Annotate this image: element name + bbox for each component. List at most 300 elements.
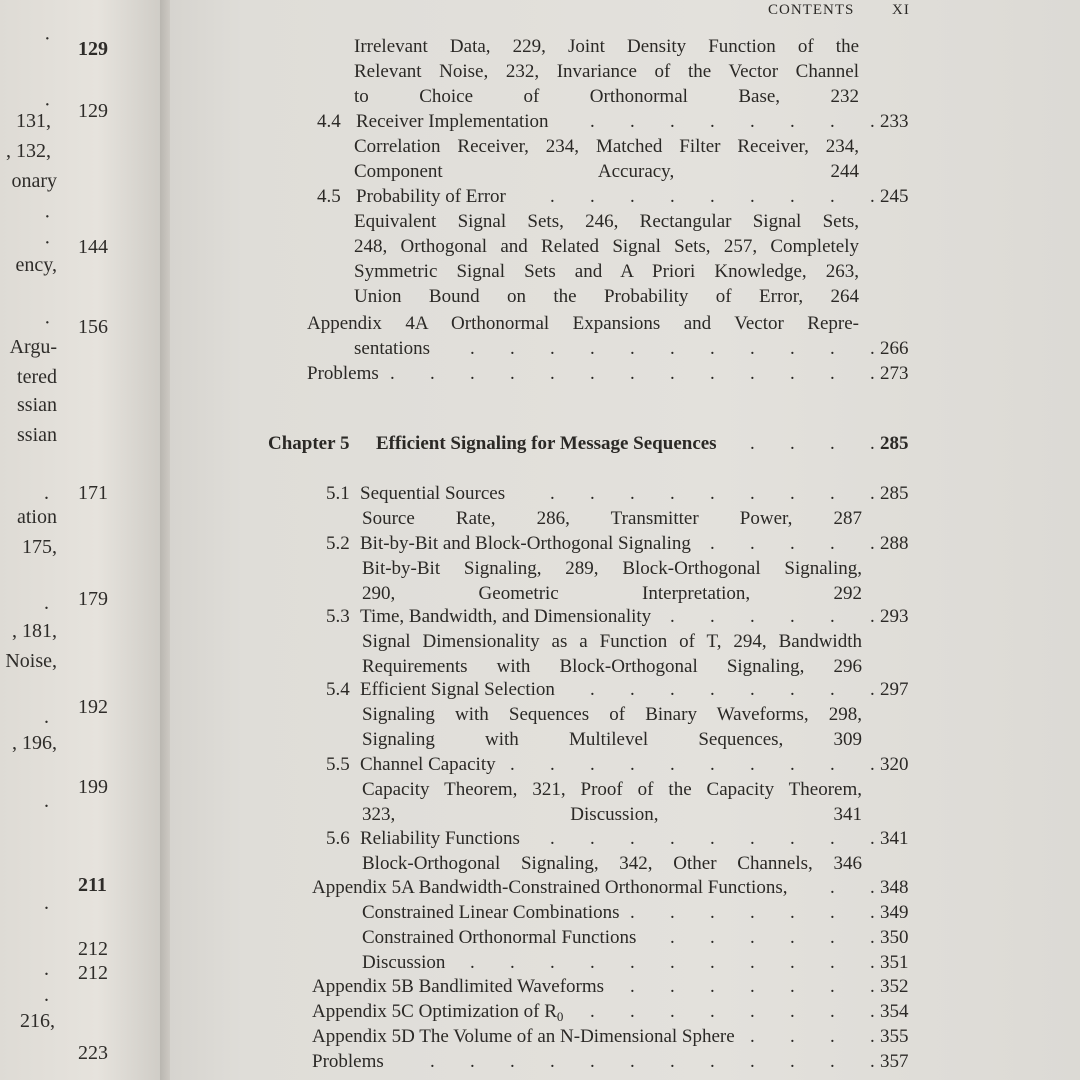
leader-dot: . [870, 363, 875, 384]
section-number: 5.2 [326, 533, 350, 554]
running-head: CONTENTS [768, 2, 855, 18]
leader-dot: . [630, 186, 635, 207]
toc-entry [170, 606, 1080, 630]
entry-title: 323, Discussion, 341 [362, 804, 862, 825]
entry-title: Requirements with Block-Orthogonal Signaling, 296 [362, 656, 862, 677]
leader-dot: . [750, 927, 755, 948]
leader-dots [170, 338, 1080, 362]
entry-title: Appendix 4A Orthonormal Expansions and Vector Repre- [307, 313, 859, 334]
left-fragment: ssian [17, 394, 57, 416]
leader-dot: . [790, 952, 795, 973]
leader-dot: . [630, 952, 635, 973]
leader-dot: . [750, 1051, 755, 1072]
leader-dot: . [790, 186, 795, 207]
toc-entry [170, 902, 1080, 926]
toc-entry [170, 976, 1080, 1000]
entry-title: Reliability Functions [360, 828, 520, 849]
leader-dot: . [670, 483, 675, 504]
entry-title: Appendix 5D The Volume of an N-Dimensional Sphere [312, 1026, 735, 1047]
leader-dot: . [550, 1051, 555, 1072]
leader-dot: . [44, 482, 49, 504]
page-ref: 233 [880, 111, 909, 132]
toc-subentry-line [170, 261, 1080, 285]
leader-dot: . [630, 483, 635, 504]
toc-subentry-line [170, 729, 1080, 753]
leader-dot: . [870, 111, 875, 132]
left-page-number: 199 [78, 776, 108, 798]
leader-dot: . [870, 976, 875, 997]
leader-dot: . [830, 433, 835, 454]
left-fragment: onary [11, 170, 57, 192]
toc-entry [170, 1051, 1080, 1075]
leader-dot: . [830, 927, 835, 948]
page-ref: 288 [880, 533, 909, 554]
section-number: 4.4 [317, 111, 341, 132]
left-page-number: 211 [78, 874, 107, 896]
toc-subentry-line [170, 136, 1080, 160]
leader-dot: . [870, 902, 875, 923]
leader-dot: . [710, 363, 715, 384]
leader-dot: . [590, 363, 595, 384]
leader-dot: . [790, 363, 795, 384]
left-page-number: 223 [78, 1042, 108, 1064]
leader-dots [170, 433, 1080, 457]
leader-dot: . [750, 483, 755, 504]
leader-dot: . [670, 363, 675, 384]
leader-dot: · [44, 28, 51, 50]
leader-dot: . [670, 952, 675, 973]
left-fragment: 175, [22, 536, 57, 558]
leader-dot: . [470, 952, 475, 973]
leader-dot: . [44, 984, 49, 1006]
left-page-number: 212 [78, 938, 108, 960]
leader-dots [170, 1051, 1080, 1075]
leader-dot: . [710, 976, 715, 997]
page-ref: 320 [880, 754, 909, 775]
entry-title: Component Accuracy, 244 [354, 161, 859, 182]
leader-dot: . [670, 338, 675, 359]
left-fragment: tered [17, 366, 57, 388]
entry-title: Capacity Theorem, 321, Proof of the Capacity Theorem, [362, 779, 862, 800]
toc-subentry-line [170, 286, 1080, 310]
leader-dot: . [670, 754, 675, 775]
toc-entry [170, 1026, 1080, 1050]
leader-dot: . [750, 754, 755, 775]
leader-dot: . [710, 111, 715, 132]
leader-dot: · [44, 232, 51, 254]
left-fragment: 131, [16, 110, 51, 132]
leader-dot: . [550, 754, 555, 775]
leader-dots [170, 679, 1080, 703]
left-fragment: 216, [20, 1010, 55, 1032]
leader-dot: . [550, 363, 555, 384]
leader-dot: . [710, 902, 715, 923]
left-fragment: Argu- [9, 336, 57, 358]
leader-dots [170, 828, 1080, 852]
page-ref: 349 [880, 902, 909, 923]
section-number: 5.6 [326, 828, 350, 849]
leader-dot: . [830, 1051, 835, 1072]
leader-dot: · [44, 312, 51, 334]
left-fragment: Noise, [5, 650, 57, 672]
entry-title: Signaling with Sequences of Binary Waveforms, 298, [362, 704, 862, 725]
left-page-number: 129 [78, 38, 108, 60]
chapter-label: Chapter 5 [268, 433, 350, 454]
leader-dot: . [550, 186, 555, 207]
toc-subentry-line [170, 583, 1080, 607]
leader-dot: . [630, 338, 635, 359]
toc-subentry-line [170, 656, 1080, 680]
leader-dot: . [590, 828, 595, 849]
leader-dot: . [790, 1001, 795, 1022]
section-number: 5.4 [326, 679, 350, 700]
leader-dot: . [430, 1051, 435, 1072]
leader-dots [170, 1001, 1080, 1025]
left-page-number: 156 [78, 316, 108, 338]
page-ref: 354 [880, 1001, 909, 1022]
toc-entry [170, 338, 1080, 362]
entry-title: 290, Geometric Interpretation, 292 [362, 583, 862, 604]
leader-dot: . [830, 533, 835, 554]
leader-dot: . [590, 1001, 595, 1022]
leader-dots [170, 754, 1080, 778]
leader-dot: . [510, 952, 515, 973]
toc-subentry-line [170, 86, 1080, 110]
page-ref: 351 [880, 952, 909, 973]
leader-dots [170, 111, 1080, 135]
page-ref: 285 [880, 433, 909, 454]
leader-dot: . [870, 679, 875, 700]
entry-title: Appendix 5B Bandlimited Waveforms [312, 976, 605, 997]
leader-dot: . [550, 828, 555, 849]
page-ref: 341 [880, 828, 909, 849]
leader-dot: . [670, 902, 675, 923]
leader-dot: . [870, 338, 875, 359]
leader-dot: . [670, 186, 675, 207]
toc-subentry-line [170, 313, 1080, 337]
leader-dot: . [630, 111, 635, 132]
page-ref: 348 [880, 877, 909, 898]
leader-dot: . [870, 606, 875, 627]
section-number: 5.5 [326, 754, 350, 775]
left-fragment: ssian [17, 424, 57, 446]
leader-dot: . [830, 483, 835, 504]
entry-title: Bit-by-Bit and Block-Orthogonal Signaling [360, 533, 691, 554]
page-ref: 357 [880, 1051, 909, 1072]
left-page-number: 144 [78, 236, 108, 258]
leader-dots [170, 976, 1080, 1000]
leader-dot: . [750, 828, 755, 849]
leader-dot: . [670, 927, 675, 948]
leader-dot: . [870, 952, 875, 973]
leader-dots [170, 606, 1080, 630]
leader-dot: . [750, 533, 755, 554]
page-ref: 273 [880, 363, 909, 384]
leader-dot: . [630, 363, 635, 384]
page-ref: 297 [880, 679, 909, 700]
entry-title: Channel Capacity [360, 754, 496, 775]
leader-dot: . [670, 976, 675, 997]
leader-dot: . [630, 1051, 635, 1072]
leader-dot: . [670, 1051, 675, 1072]
entry-title: Appendix 5A Bandwidth-Constrained Orthonormal Functions, [312, 877, 788, 898]
leader-dot: . [430, 363, 435, 384]
section-number: 4.5 [317, 186, 341, 207]
entry-title: Symmetric Signal Sets and A Priori Knowledge, 263, [354, 261, 859, 282]
toc-subentry-line [170, 211, 1080, 235]
leader-dot: . [670, 1001, 675, 1022]
leader-dot: . [590, 186, 595, 207]
page-ref: 266 [880, 338, 909, 359]
leader-dot: . [870, 877, 875, 898]
leader-dot: . [44, 958, 49, 980]
toc-entry [170, 1001, 1080, 1025]
leader-dot: · [44, 206, 51, 228]
toc-subentry-line [170, 558, 1080, 582]
leader-dot: . [750, 606, 755, 627]
leader-dot: . [630, 754, 635, 775]
leader-dots [170, 1026, 1080, 1050]
leader-dot: . [790, 1051, 795, 1072]
leader-dot: . [790, 927, 795, 948]
leader-dot: . [830, 952, 835, 973]
leader-dot: . [670, 679, 675, 700]
leader-dot: . [790, 1026, 795, 1047]
toc-entry [170, 186, 1080, 210]
section-number: 5.1 [326, 483, 350, 504]
leader-dot: . [830, 1001, 835, 1022]
entry-title: Time, Bandwidth, and Dimensionality [360, 606, 652, 627]
leader-dot: . [870, 1051, 875, 1072]
leader-dot: . [830, 1026, 835, 1047]
toc-subentry-line [170, 853, 1080, 877]
leader-dot: . [790, 606, 795, 627]
section-number: 5.3 [326, 606, 350, 627]
leader-dot: . [870, 754, 875, 775]
leader-dots [170, 927, 1080, 951]
leader-dot: . [590, 754, 595, 775]
toc-subentry-line [170, 36, 1080, 60]
leader-dot: . [830, 877, 835, 898]
left-page-number: 179 [78, 588, 108, 610]
leader-dot: . [790, 483, 795, 504]
leader-dot: . [710, 1051, 715, 1072]
page-ref: 352 [880, 976, 909, 997]
leader-dot: . [550, 483, 555, 504]
leader-dot: . [710, 828, 715, 849]
left-page [0, 0, 163, 1080]
leader-dot: . [630, 1001, 635, 1022]
entry-title: Discussion [362, 952, 446, 973]
toc-entry [170, 877, 1080, 901]
entry-title: Constrained Linear Combinations [362, 902, 620, 923]
entry-title: Correlation Receiver, 234, Matched Filter Receiver, 234, [354, 136, 859, 157]
leader-dot: . [870, 927, 875, 948]
left-fragment: , 132, [6, 140, 51, 162]
leader-dots [170, 483, 1080, 507]
entry-title: to Choice of Orthonormal Base, 232 [354, 86, 859, 107]
leader-dot: . [750, 976, 755, 997]
leader-dot: . [830, 338, 835, 359]
leader-dot: . [750, 902, 755, 923]
leader-dot: . [710, 606, 715, 627]
leader-dot: . [830, 186, 835, 207]
entry-title: Irrelevant Data, 229, Joint Density Function of the [354, 36, 859, 57]
leader-dot: . [670, 111, 675, 132]
page-ref: 245 [880, 186, 909, 207]
entry-title: Constrained Orthonormal Functions [362, 927, 637, 948]
toc-subentry-line [170, 236, 1080, 260]
leader-dot: . [790, 338, 795, 359]
leader-dot: . [750, 186, 755, 207]
entry-title: Probability of Error [356, 186, 506, 207]
leader-dot: . [510, 338, 515, 359]
subscript: 0 [556, 1009, 564, 1024]
leader-dot: . [670, 606, 675, 627]
leader-dot: . [830, 679, 835, 700]
toc-entry [170, 679, 1080, 703]
leader-dot: . [750, 679, 755, 700]
left-page-number: 129 [78, 100, 108, 122]
leader-dot: . [550, 338, 555, 359]
leader-dots [170, 902, 1080, 926]
entry-title: Receiver Implementation [356, 111, 549, 132]
leader-dot: . [870, 186, 875, 207]
leader-dot: . [750, 433, 755, 454]
entry-title: Appendix 5C Optimization of $R_0$ [312, 1001, 564, 1024]
leader-dot: . [710, 952, 715, 973]
left-page-number: 171 [78, 482, 108, 504]
toc-subentry-line [170, 804, 1080, 828]
leader-dot: . [550, 952, 555, 973]
left-fragment: ency, [15, 254, 57, 276]
toc-entry [170, 828, 1080, 852]
toc-entry [170, 533, 1080, 557]
leader-dot: . [470, 1051, 475, 1072]
toc-subentry-line [170, 508, 1080, 532]
leader-dot: . [590, 483, 595, 504]
leader-dot: . [790, 976, 795, 997]
page-ref: 293 [880, 606, 909, 627]
leader-dot: . [590, 111, 595, 132]
leader-dot: . [790, 828, 795, 849]
entry-title: Sequential Sources [360, 483, 506, 504]
leader-dot: · [44, 94, 51, 116]
leader-dot: . [750, 111, 755, 132]
leader-dot: . [44, 892, 49, 914]
leader-dot: . [44, 706, 49, 728]
leader-dot: . [830, 828, 835, 849]
leader-dot: . [830, 902, 835, 923]
leader-dot: . [870, 533, 875, 554]
leader-dot: . [630, 679, 635, 700]
page-ref: 355 [880, 1026, 909, 1047]
entry-title: Bit-by-Bit Signaling, 289, Block-Orthogonal Signaling, [362, 558, 862, 579]
toc-entry [170, 927, 1080, 951]
entry-title: Signaling with Multilevel Sequences, 309 [362, 729, 862, 750]
leader-dot: . [510, 754, 515, 775]
toc-subentry-line [170, 704, 1080, 728]
leader-dot: . [710, 483, 715, 504]
leader-dot: . [470, 363, 475, 384]
left-page-number: 192 [78, 696, 108, 718]
leader-dot: . [630, 828, 635, 849]
leader-dot: . [590, 1051, 595, 1072]
leader-dot: . [710, 1001, 715, 1022]
entry-title: sentations [354, 338, 430, 359]
toc-subentry-line [170, 779, 1080, 803]
entry-title: 248, Orthogonal and Related Signal Sets, 257, Completely [354, 236, 859, 257]
leader-dot: . [870, 828, 875, 849]
leader-dot: . [790, 433, 795, 454]
leader-dots [170, 533, 1080, 557]
leader-dot: . [44, 790, 49, 812]
leader-dot: . [870, 433, 875, 454]
leader-dot: . [790, 111, 795, 132]
toc-entry [170, 952, 1080, 976]
entry-title: Problems [307, 363, 379, 384]
entry-title: Efficient Signal Selection [360, 679, 555, 700]
leader-dots [170, 952, 1080, 976]
leader-dot: . [830, 754, 835, 775]
leader-dot: . [44, 592, 49, 614]
leader-dot: . [510, 363, 515, 384]
leader-dot: . [830, 111, 835, 132]
entry-title: Equivalent Signal Sets, 246, Rectangular Signal Sets, [354, 211, 859, 232]
toc-entry [170, 483, 1080, 507]
chapter-heading [170, 433, 1080, 457]
leader-dot: . [870, 483, 875, 504]
leader-dot: . [790, 533, 795, 554]
leader-dot: . [630, 902, 635, 923]
leader-dot: . [390, 363, 395, 384]
leader-dot: . [750, 338, 755, 359]
entry-title: Problems [312, 1051, 384, 1072]
leader-dot: . [870, 1001, 875, 1022]
leader-dot: . [790, 679, 795, 700]
leader-dot: . [750, 363, 755, 384]
left-fragment: ation [17, 506, 57, 528]
page-number: XI [892, 2, 910, 18]
leader-dot: . [510, 1051, 515, 1072]
leader-dot: . [710, 338, 715, 359]
contents-page [170, 0, 1080, 1080]
entry-title: Signal Dimensionality as a Function of T, 294, Bandwidth [362, 631, 862, 652]
leader-dot: . [710, 927, 715, 948]
leader-dot: . [710, 679, 715, 700]
toc-entry [170, 111, 1080, 135]
leader-dot: . [670, 828, 675, 849]
leader-dot: . [710, 754, 715, 775]
toc-subentry-line [170, 61, 1080, 85]
leader-dot: . [590, 679, 595, 700]
leader-dot: . [750, 1026, 755, 1047]
leader-dot: . [830, 363, 835, 384]
page-ref: 350 [880, 927, 909, 948]
leader-dot: . [590, 338, 595, 359]
leader-dots [170, 877, 1080, 901]
leader-dot: . [750, 952, 755, 973]
toc-entry [170, 754, 1080, 778]
leader-dot: . [710, 186, 715, 207]
leader-dot: . [470, 338, 475, 359]
entry-title: Efficient Signaling for Message Sequences [376, 433, 717, 454]
leader-dot: . [630, 976, 635, 997]
entry-title: Block-Orthogonal Signaling, 342, Other Channels, 346 [362, 853, 862, 874]
leader-dot: . [750, 1001, 755, 1022]
entry-title: Relevant Noise, 232, Invariance of the Vector Channel [354, 61, 859, 82]
leader-dot: . [870, 1026, 875, 1047]
